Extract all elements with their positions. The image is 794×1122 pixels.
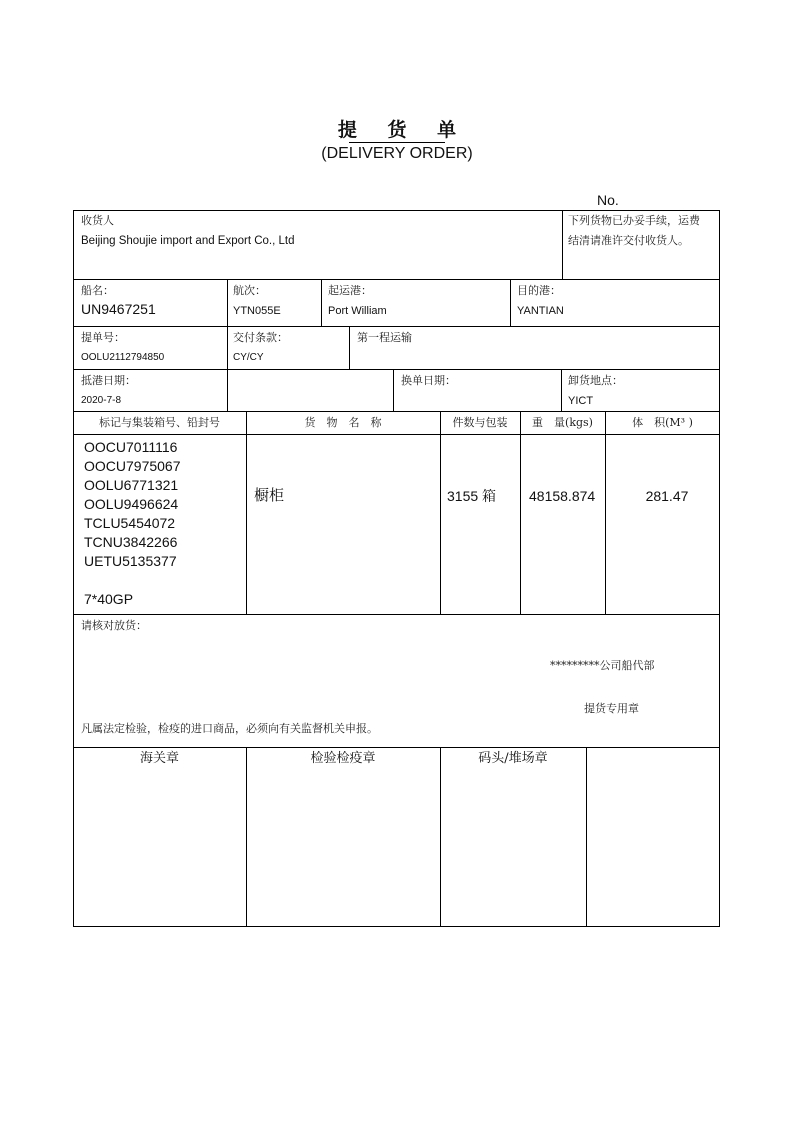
cargo-description: 橱柜 — [254, 486, 285, 504]
marks-header: 标记与集装箱号、铅封号 — [99, 416, 220, 429]
customs-stamp-label: 海关章 — [139, 751, 179, 766]
port-of-discharge-label: 目的港： — [517, 284, 561, 297]
shipping-agent: *********公司船代部 — [550, 659, 655, 672]
order-number-label: No. — [597, 192, 619, 208]
description-header: 货 物 名 称 — [304, 416, 382, 429]
divider-row2 — [73, 326, 720, 327]
inspection-stamp-label: 检验检疫章 — [310, 751, 376, 766]
cargo-weight: 48158.874 — [529, 488, 596, 504]
vline-stamp-3 — [586, 747, 587, 927]
title-chinese: 提 货 单 — [337, 119, 469, 141]
divider-cargo-header — [73, 434, 720, 435]
vline-consignee-note — [562, 210, 563, 279]
divider-cargo-body — [73, 614, 720, 615]
inspection-notice: 凡属法定检验，检疫的进口商品，必须向有关监督机关申报。 — [81, 722, 378, 735]
vline-cargo-2 — [440, 411, 441, 614]
title-underline — [349, 142, 445, 143]
vline-cargo-4 — [605, 411, 606, 614]
vline-cargo-1 — [246, 411, 247, 614]
divider-row4 — [73, 411, 720, 412]
delivery-terms-value: CY/CY — [233, 352, 264, 363]
packages-header: 件数与包装 — [452, 416, 508, 429]
voyage-value: YTN055E — [233, 305, 281, 317]
title-english: (DELIVERY ORDER) — [321, 145, 473, 162]
discharge-place-label: 卸货地点： — [568, 374, 623, 387]
vline-exchange — [393, 369, 394, 411]
bl-label: 提单号： — [81, 331, 125, 344]
volume-header: 体 积(M³ ) — [632, 416, 693, 429]
bl-value: OOLU2112794850 — [81, 352, 165, 363]
divider-row3 — [73, 369, 720, 370]
vline-cargo-3 — [520, 411, 521, 614]
vessel-value: UN9467251 — [81, 301, 156, 317]
voyage-label: 航次： — [233, 284, 266, 297]
vline-bl-terms — [227, 326, 228, 369]
discharge-place-value: YICT — [568, 395, 594, 407]
container-number: OOLU6771321 — [84, 477, 179, 493]
first-leg-label: 第一程运输 — [357, 331, 412, 344]
port-of-loading-label: 起运港： — [328, 284, 372, 297]
port-of-discharge-value: YANTIAN — [517, 305, 564, 317]
vline-pol-pod — [510, 279, 511, 326]
terminal-stamp-label: 码头/堆场章 — [478, 751, 548, 766]
port-of-loading-value: Port William — [328, 305, 387, 317]
consignee-label: 收货人 — [81, 214, 114, 227]
arrival-date-value: 2020-7-8 — [81, 395, 122, 406]
container-summary: 7*40GP — [84, 591, 134, 607]
vline-voyage-pol — [321, 279, 322, 326]
container-number: OOCU7975067 — [84, 458, 181, 474]
container-number: TCNU3842266 — [84, 534, 178, 550]
delivery-terms-label: 交付条款： — [233, 331, 288, 344]
container-number: TCLU5454072 — [84, 515, 176, 531]
exchange-date-label: 换单日期： — [401, 374, 456, 387]
weight-header: 重 量(kgs) — [532, 416, 593, 429]
arrival-date-label: 抵港日期： — [81, 374, 136, 387]
container-list — [84, 438, 181, 571]
container-number: OOLU9496624 — [84, 496, 179, 512]
vline-discharge — [561, 369, 562, 411]
consignee-value: Beijing Shoujie import and Export Co., Ltd — [81, 235, 295, 247]
delivery-stamp-label: 提货专用章 — [584, 702, 639, 715]
cargo-volume: 281.47 — [645, 488, 689, 504]
cargo-packages: 3155 箱 — [447, 488, 497, 504]
delivery-note-line2: 结清请准许交付收货人。 — [568, 234, 689, 247]
divider-row1 — [73, 279, 720, 280]
vline-vessel-voyage — [227, 279, 228, 326]
delivery-note-line1: 下列货物已办妥手续，运费 — [568, 214, 700, 227]
vline-stamp-2 — [440, 747, 441, 927]
vline-stamp-1 — [246, 747, 247, 927]
container-number: UETU5135377 — [84, 553, 177, 569]
container-number: OOCU7011116 — [84, 439, 178, 455]
vessel-label: 船名： — [81, 284, 114, 297]
divider-release — [73, 747, 720, 748]
release-label: 请核对放货： — [81, 619, 147, 632]
vline-terms-firstleg — [349, 326, 350, 369]
vline-arrival — [227, 369, 228, 411]
